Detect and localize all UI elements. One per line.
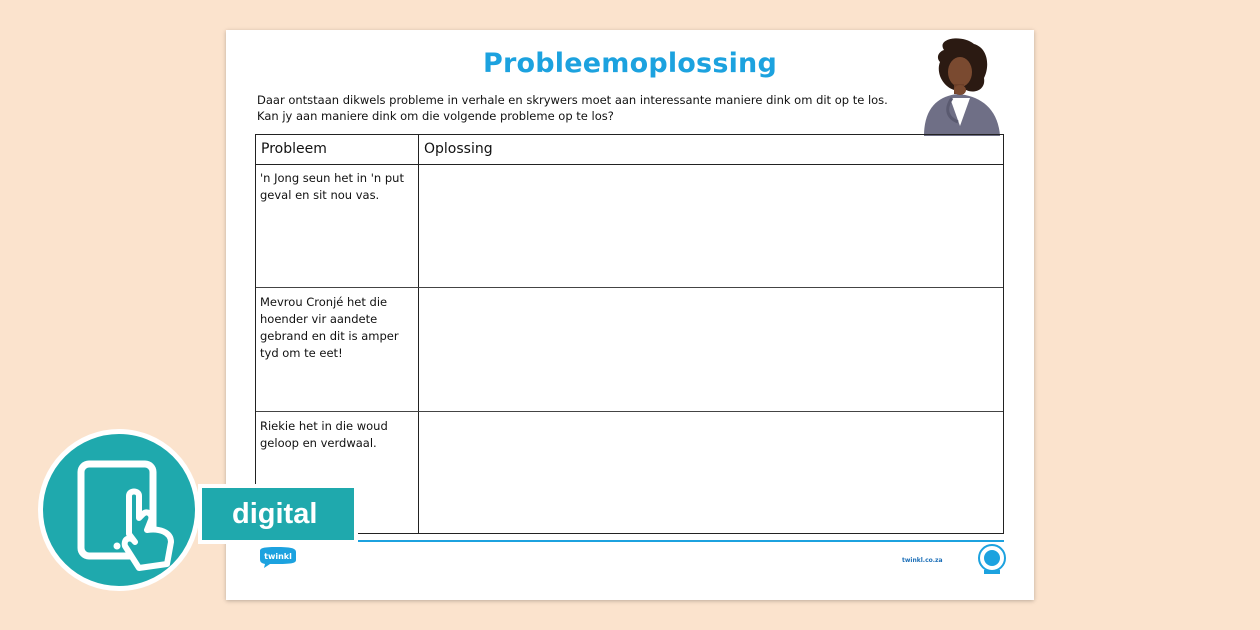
- problem-solution-table: [255, 134, 1004, 534]
- intro-line-2: Kan jy aan maniere dink om die volgende probleme op te los?: [257, 109, 614, 123]
- problem-text: Mevrou Cronjé het die hoender vir aandete gebrand en dit is amper tyd om te eet!: [260, 295, 399, 360]
- problem-text: 'n Jong seun het in 'n put geval en sit nou vas.: [260, 171, 404, 202]
- problem-text: Riekie het in die woud geloop en verdwaal.: [260, 419, 388, 450]
- digital-label-box: [198, 484, 358, 544]
- twinkl-logo: [256, 547, 300, 569]
- twinkl-badge-icon: [974, 543, 1010, 577]
- table-header: [256, 135, 1003, 165]
- header-problem: Probleem: [261, 141, 327, 157]
- worksheet-intro: [257, 92, 937, 124]
- footer-divider: [255, 540, 1004, 542]
- digital-label: digital: [232, 498, 318, 530]
- table-row: [256, 164, 1003, 288]
- thinking-character-illustration: [914, 38, 1010, 136]
- worksheet-title: Probleemoplossing: [482, 48, 778, 79]
- header-solution: Oplossing: [424, 141, 493, 157]
- intro-line-1: Daar ontstaan dikwels probleme in verhale en skrywers moet aan interessante maniere dink om dit op te los.: [257, 93, 888, 107]
- tablet-touch-icon: [43, 434, 195, 586]
- table-row: [256, 288, 1003, 412]
- footer-url: twinkl.co.za: [902, 557, 943, 564]
- twinkl-logo-text: twinkl: [264, 552, 292, 561]
- digital-badge: [38, 429, 200, 591]
- table-row: [256, 412, 1003, 532]
